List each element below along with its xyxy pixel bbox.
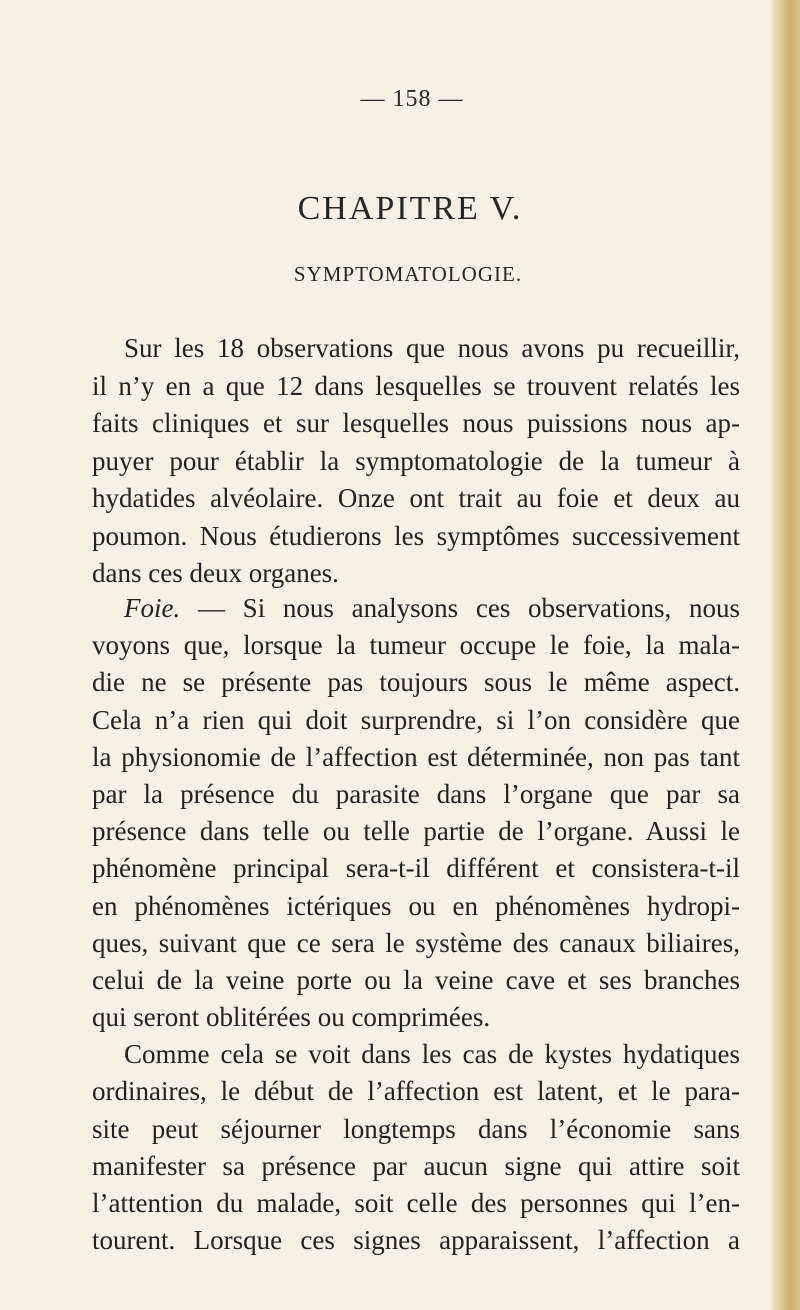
run-in-heading: Foie.	[124, 593, 181, 623]
paragraph-intro	[92, 330, 740, 593]
text-line: phénomène principal sera-t-il différent et consistera-t-il	[92, 853, 740, 884]
text-line: par la présence du parasite dans l’organe que par sa	[92, 778, 740, 809]
section-title: SYMPTOMATOLOGIE.	[293, 262, 523, 286]
text-line: dans ces deux organes.	[92, 558, 339, 588]
text-line: présence dans telle ou telle partie de l’organe. Aussi le	[92, 816, 740, 847]
text-line: celui de la veine porte ou la veine cave et ses branches	[92, 964, 740, 995]
text-line: hydatides alvéolaire. Onze ont trait au foie et deux au	[92, 483, 740, 513]
text-line: site peut séjourner longtemps dans l’économie sans	[92, 1113, 740, 1144]
text-line: puyer pour établir la symptomatologie de la tumeur à	[92, 445, 740, 476]
text-line: tourent. Lorsque ces signes apparaissent, l’affection a	[92, 1225, 740, 1256]
text-line: manifester sa présence par aucun signe qui attire soit	[92, 1150, 740, 1181]
text-line: faits cliniques et sur lesquelles nous puissions nous ap-	[92, 408, 740, 438]
text-run: — Si nous analysons ces observations, nous	[180, 593, 740, 623]
text-line: ques, suivant que ce sera le système des canaux biliaires,	[92, 927, 740, 958]
text-line: il n’y en a que 12 dans lesquelles se trouvent relatés les	[92, 370, 740, 401]
text-line: la physionomie de l’affection est déterminée, non pas tant	[92, 741, 740, 772]
text-line: Sur les 18 observations que nous avons pu recueillir,	[124, 333, 740, 363]
text-line: die ne se présente pas toujours sous le même aspect.	[92, 667, 740, 698]
text-line: qui seront oblitérées ou comprimées.	[92, 1002, 491, 1033]
text-line: Comme cela se voit dans les cas de kystes hydatiques	[124, 1039, 740, 1070]
text-line: Cela n’a rien qui doit surprendre, si l’on considère que	[92, 704, 740, 735]
text-line: poumon. Nous étudierons les symptômes successivement	[92, 520, 740, 551]
text-line: l’attention du malade, soit celle des personnes qui l’en-	[92, 1188, 740, 1218]
text-line: ordinaires, le début de l’affection est latent, et le para-	[92, 1076, 740, 1107]
text-line: en phénomènes ictériques ou en phénomènes hydropi-	[92, 890, 740, 921]
text-line: voyons que, lorsque la tumeur occupe le foie, la mala-	[92, 630, 740, 661]
chapter-title: CHAPITRE V.	[297, 190, 523, 227]
page-number: — 158 —	[360, 86, 464, 112]
text-line-heading	[92, 590, 740, 627]
paragraph-foie	[92, 590, 740, 1259]
